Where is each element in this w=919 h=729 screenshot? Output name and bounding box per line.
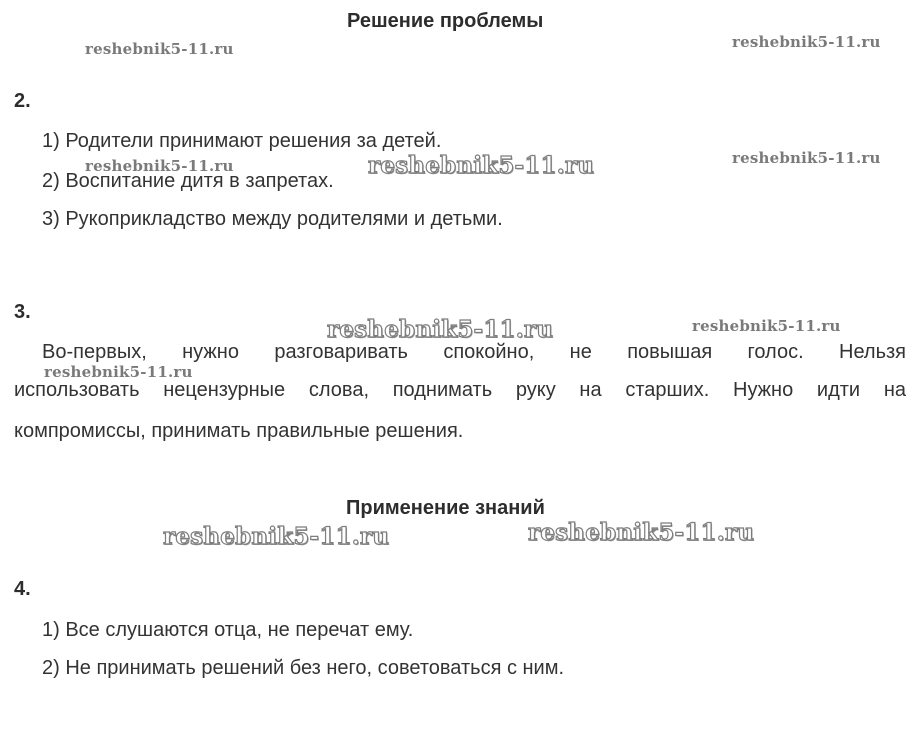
watermark-logo: reshebnik5-11.ru — [327, 316, 554, 343]
task-number-2: 2. — [14, 90, 31, 112]
task2-item-1: 1) Родители принимают решения за детей. — [42, 130, 442, 152]
watermark-logo: reshebnik5-11.ru — [85, 40, 234, 58]
task3-line-1: Во-первых, нужно разговаривать спокойно, не повышая голос. Нельзя — [42, 341, 906, 363]
section-title-problem-solving: Решение проблемы — [347, 10, 544, 32]
watermark-logo: reshebnik5-11.ru — [368, 152, 595, 179]
watermark-logo: reshebnik5-11.ru — [528, 519, 755, 546]
task3-line-3: компромиссы, принимать правильные решения. — [14, 420, 464, 442]
watermark-logo: reshebnik5-11.ru — [44, 363, 193, 381]
task2-item-3: 3) Рукоприкладство между родителями и детьми. — [42, 208, 503, 230]
watermark-logo: reshebnik5-11.ru — [732, 33, 881, 51]
watermark-logo: reshebnik5-11.ru — [692, 317, 841, 335]
task3-line-2: использовать нецензурные слова, поднимать руку на старших. Нужно идти на — [14, 379, 906, 401]
task2-item-2: 2) Воспитание дитя в запретах. — [42, 170, 334, 192]
task4-item-2: 2) Не принимать решений без него, советоваться с ним. — [42, 657, 565, 679]
task-number-3: 3. — [14, 301, 31, 323]
task-number-4: 4. — [14, 578, 31, 600]
section-title-knowledge-application: Применение знаний — [346, 497, 545, 519]
watermark-logo: reshebnik5-11.ru — [732, 149, 881, 167]
task4-item-1: 1) Все слушаются отца, не перечат ему. — [42, 619, 414, 641]
watermark-logo: reshebnik5-11.ru — [85, 157, 234, 175]
watermark-logo: reshebnik5-11.ru — [163, 523, 390, 550]
